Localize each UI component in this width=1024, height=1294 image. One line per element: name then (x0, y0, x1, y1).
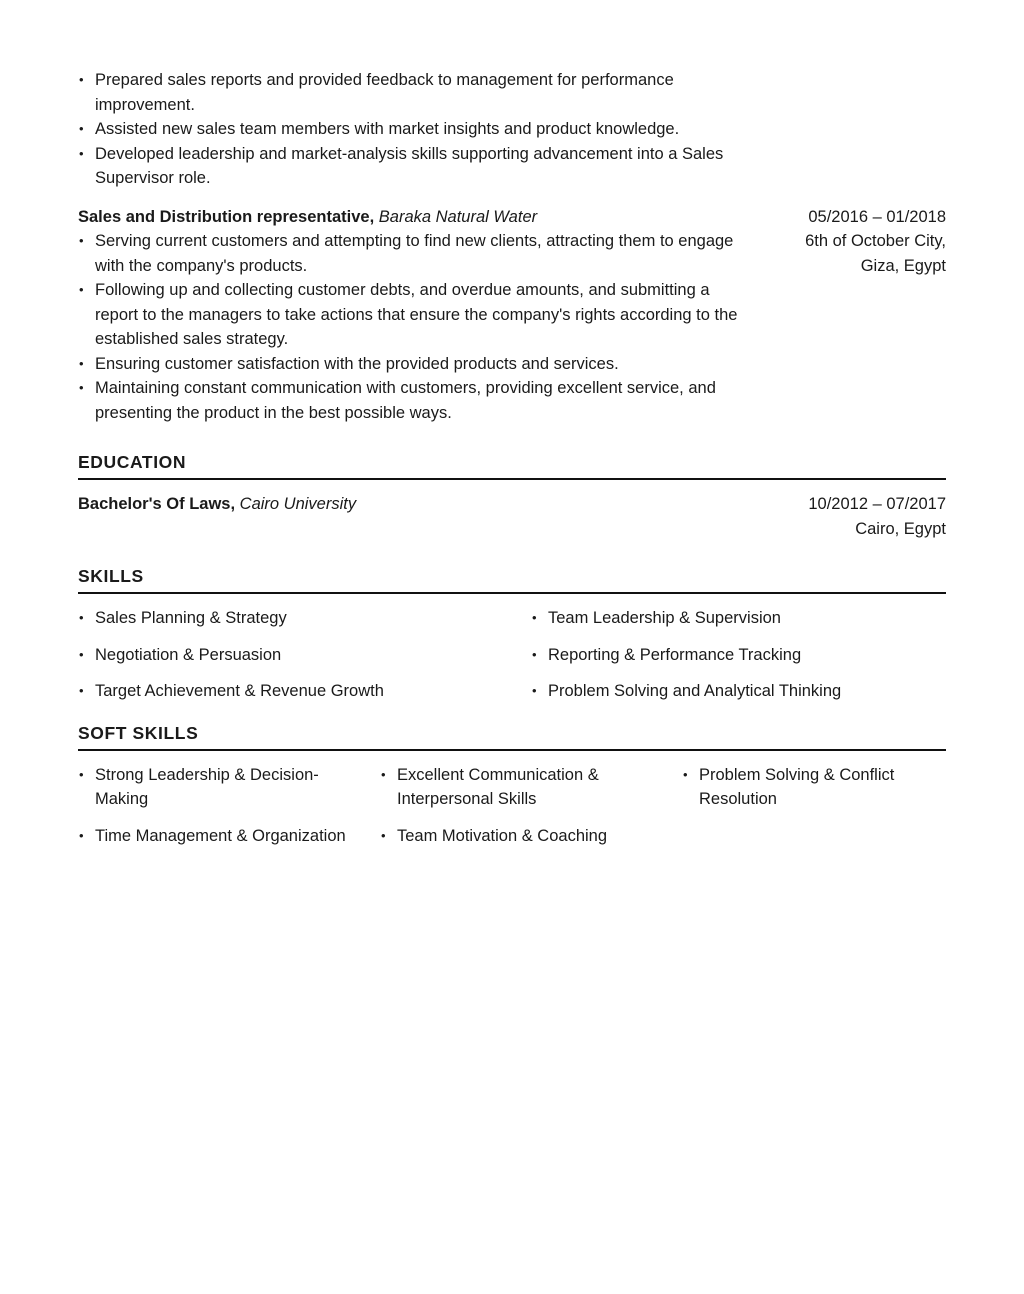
list-item: • Maintaining constant communication with customers, providing excellent service, and presenting the product in the best possible ways. (78, 376, 738, 425)
job-title: Sales and Distribution representative, (78, 207, 375, 226)
skills-grid (78, 606, 946, 704)
list-item: • Following up and collecting customer debts, and overdue amounts, and submitting a report to the managers to take actions that ensure the company's rights according to the established sales strategy. (78, 278, 738, 352)
skill-item: • Negotiation & Persuasion (78, 643, 531, 668)
education-degree: Bachelor's Of Laws, (78, 495, 236, 513)
education-school: Cairo University (239, 495, 357, 513)
education-degree-line (78, 492, 356, 541)
resume-page (78, 68, 946, 848)
list-item: • Ensuring customer satisfaction with the provided products and services. (78, 352, 738, 377)
job-heading (78, 205, 537, 230)
skill-item: • Reporting & Performance Tracking (531, 643, 946, 668)
job-dates: 05/2016 – 01/2018 (808, 207, 946, 226)
skill-item: • Problem Solving and Analytical Thinking (531, 679, 946, 704)
soft-skills-section (78, 722, 946, 849)
skills-section (78, 565, 946, 704)
job-bullets (78, 229, 738, 425)
soft-skill-item: • Problem Solving & Conflict Resolution (682, 763, 946, 812)
list-item: • Developed leadership and market-analysis skills supporting advancement into a Sales Supervisor role. (78, 142, 738, 191)
education-location: Cairo, Egypt (855, 519, 946, 538)
education-entry (78, 492, 946, 541)
education-meta (808, 492, 946, 541)
job-entry (78, 205, 946, 426)
job-body (78, 229, 946, 425)
job-location-line2: Giza, Egypt (860, 256, 946, 275)
soft-skill-item: • Excellent Communication & Interpersonal Skills (380, 763, 682, 812)
list-item: • Prepared sales reports and provided feedback to management for performance improvement. (78, 68, 738, 117)
skill-item: • Target Achievement & Revenue Growth (78, 679, 531, 704)
soft-skill-item: • Time Management & Organization (78, 824, 380, 849)
education-section (78, 451, 946, 541)
list-item: • Assisted new sales team members with market insights and product knowledge. (78, 117, 738, 142)
education-heading: EDUCATION (78, 451, 946, 480)
job-company: Baraka Natural Water (378, 207, 538, 226)
skill-item: • Sales Planning & Strategy (78, 606, 531, 631)
job-location (805, 229, 946, 425)
list-item: • Serving current customers and attempting to find new clients, attracting them to engage with the company's products. (78, 229, 738, 278)
skills-heading: SKILLS (78, 565, 946, 594)
job-location-line1: 6th of October City, (805, 232, 946, 250)
soft-skills-heading: SOFT SKILLS (78, 722, 946, 751)
education-dates: 10/2012 – 07/2017 (808, 495, 946, 513)
previous-job-bullets (78, 68, 738, 191)
soft-skill-item: • Strong Leadership & Decision-Making (78, 763, 380, 812)
job-header (78, 205, 946, 230)
soft-skills-grid (78, 763, 946, 849)
skill-item: • Team Leadership & Supervision (531, 606, 946, 631)
soft-skill-item: • Team Motivation & Coaching (380, 824, 682, 849)
